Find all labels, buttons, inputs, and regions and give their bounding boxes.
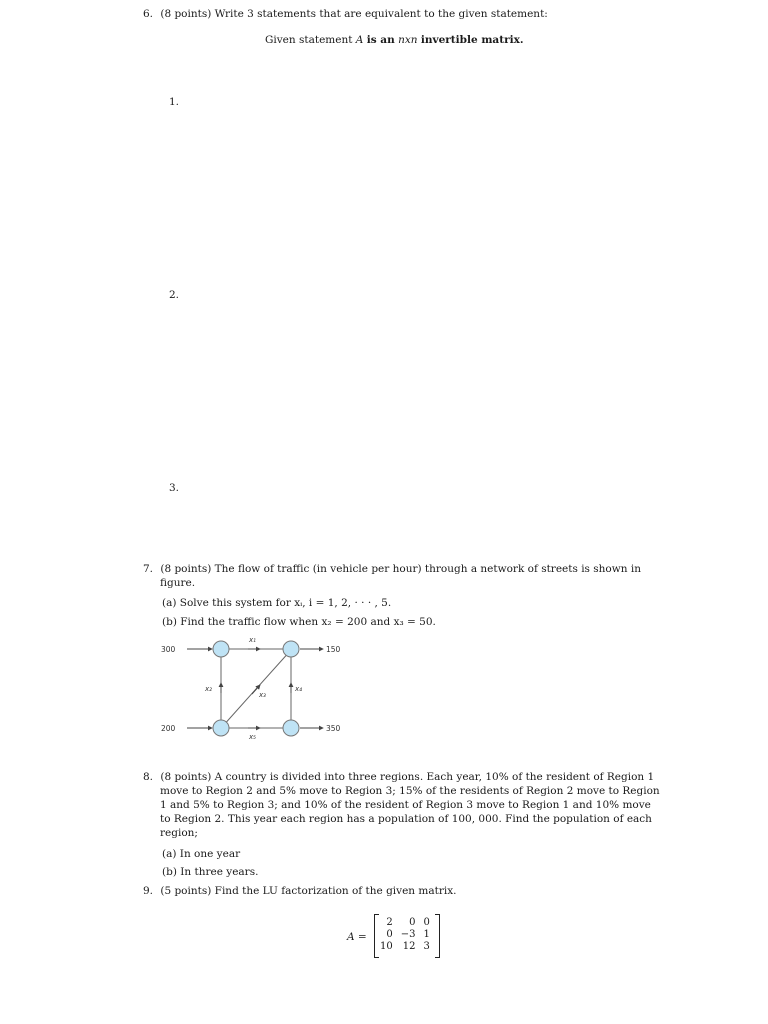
- q7-header-line1: [143, 562, 641, 576]
- q6-item-1: 1.: [169, 96, 180, 108]
- q6-header: [143, 7, 548, 21]
- matrix-cell: 12: [402, 941, 416, 952]
- intersection-bottom-right: [283, 720, 299, 736]
- matrix-cell: 1: [423, 929, 430, 940]
- q8-line4: to Region 2. This year each region has a population of 100, 000. Find the population of each: [160, 813, 652, 825]
- matrix-cell: 0: [423, 917, 430, 928]
- given-var2: nxn: [398, 34, 418, 46]
- q8-line1-text: (8 points) A country is divided into three regions. Each year, 10% of the resident of Region 1: [160, 771, 655, 783]
- matrix-cell: 10: [380, 941, 393, 952]
- q7-header-line2: figure.: [160, 577, 196, 589]
- traffic-network-figure: [160, 630, 360, 742]
- q6-header-text: (8 points) Write 3 statements that are equivalent to the given statement:: [160, 8, 548, 20]
- label-out-top: 150: [326, 645, 341, 654]
- q8-line3: 1 and 5% to Region 3; and 10% of the resident of Region 3 move to Region 1 and 10% move: [160, 799, 651, 811]
- q9-number: 9.: [143, 885, 154, 897]
- q8-line2: move to Region 2 and 5% move to Region 3; 15% of the residents of Region 2 move to Region: [160, 785, 660, 797]
- matrix-table: [376, 917, 434, 953]
- given-prefix: Given statement: [265, 34, 353, 46]
- q8-part-b: (b) In three years.: [162, 866, 259, 878]
- q6-number: 6.: [143, 8, 154, 20]
- matrix-cell: 0: [409, 917, 416, 928]
- intersection-top-right: [283, 641, 299, 657]
- q8-line5: region;: [160, 827, 198, 839]
- label-x2: x₂: [205, 685, 212, 693]
- label-x4: x₄: [295, 685, 302, 693]
- matrix-row: [376, 929, 434, 941]
- q7-part-a: (a) Solve this system for xᵢ, i = 1, 2, · · · , 5.: [162, 597, 392, 609]
- label-x3: x₃: [259, 691, 266, 699]
- q6-item-2: 2.: [169, 289, 180, 301]
- label-x1: x₁: [249, 636, 256, 644]
- q6-item-3: 3.: [169, 482, 180, 494]
- q7-header-text: (8 points) The flow of traffic (in vehicle per hour) through a network of streets is shown in: [160, 563, 641, 575]
- q6-given-statement: [265, 33, 524, 47]
- matrix-row: [376, 917, 434, 929]
- q7-number: 7.: [143, 563, 154, 575]
- q8-part-a: (a) In one year: [162, 848, 241, 860]
- given-var: A: [355, 34, 364, 46]
- matrix-lhs: A =: [347, 931, 367, 943]
- given-bold-2: invertible matrix.: [420, 34, 524, 46]
- matrix-A: [374, 914, 440, 958]
- matrix-cell: 2: [386, 917, 393, 928]
- q7-part-b: (b) Find the traffic flow when x₂ = 200 and x₃ = 50.: [162, 616, 436, 628]
- label-x5: x₅: [249, 733, 256, 741]
- matrix-cell: 3: [423, 941, 430, 952]
- matrix-cell: −3: [400, 929, 416, 940]
- label-in-top: 300: [161, 645, 176, 654]
- label-out-bottom: 350: [326, 724, 341, 733]
- q8-line1: [143, 770, 654, 784]
- matrix-cell: 0: [386, 929, 393, 940]
- intersection-top-left: [213, 641, 229, 657]
- label-in-bottom: 200: [161, 724, 176, 733]
- q9-header: [143, 884, 456, 898]
- q8-number: 8.: [143, 771, 154, 783]
- matrix-row: [376, 941, 434, 953]
- given-bold-1: is an: [366, 34, 395, 46]
- intersection-bottom-left: [213, 720, 229, 736]
- q9-header-text: (5 points) Find the LU factorization of the given matrix.: [160, 885, 457, 897]
